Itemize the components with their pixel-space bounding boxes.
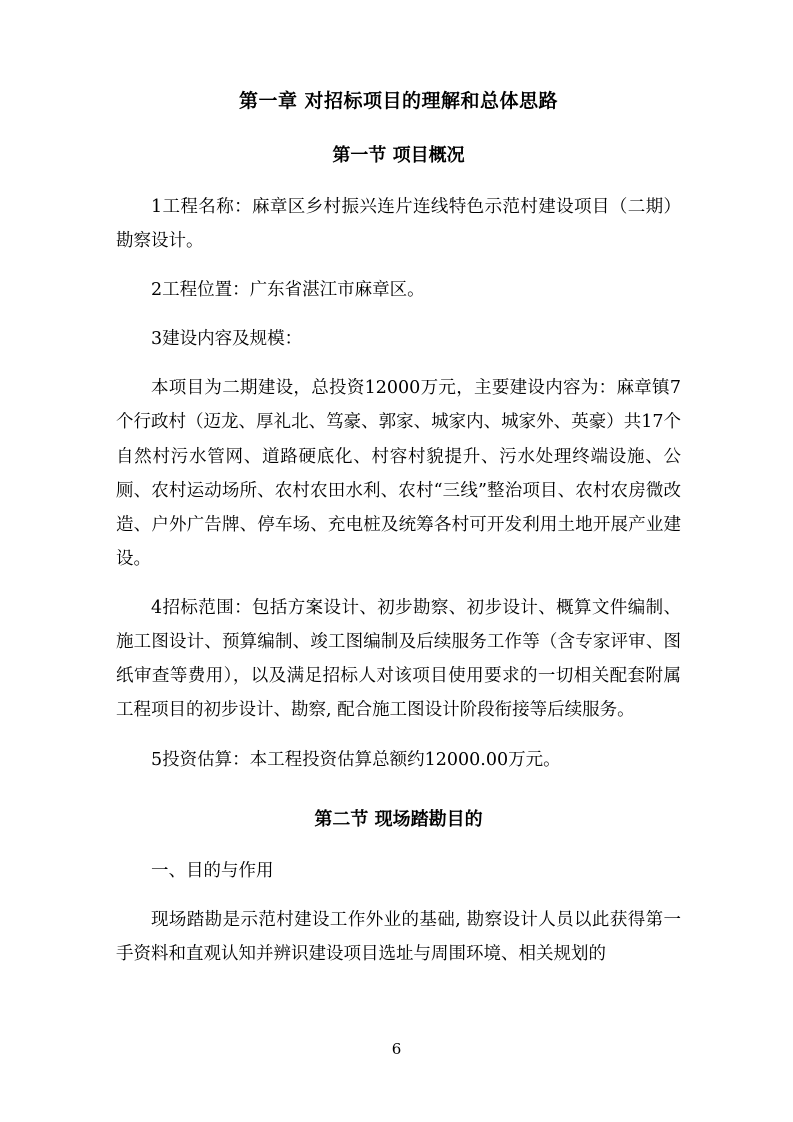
section-one-title: 第一节 项目概况 <box>332 144 465 166</box>
paragraph: 5投资估算：本工程投资估算总额约12000.00万元。 <box>151 749 561 770</box>
section-two-title: 第二节 现场踏勘目的 <box>314 808 483 830</box>
paragraph: 1工程名称：麻章区乡村振兴连片连线特色示范村建设项目（二期）勘察设计。 <box>116 196 681 251</box>
document-body <box>116 88 681 986</box>
paragraph: 2工程位置：广东省湛江市麻章区。 <box>151 280 425 301</box>
paragraph: 3建设内容及规模： <box>151 329 303 350</box>
chapter-title: 第一章 对招标项目的理解和总体思路 <box>238 90 559 112</box>
paragraph: 4招标范围：包括方案设计、初步勘察、初步设计、概算文件编制、施工图设计、预算编制、竣工图编制及后续服务工作等（含专家评审、图纸审查等费用），以及满足招标人对该项目使用要求的一切相关配套附属工程项目的初步设计、勘察, 配合施工图设计阶段衔接等后续服务。 <box>116 598 681 721</box>
paragraph: 一、目的与作用 <box>151 860 274 881</box>
paragraph: 本项目为二期建设，总投资12000万元，主要建设内容为：麻章镇7个行政村（迈龙、厚礼北、笃豪、郭家、城家内、城家外、英豪）共17个自然村污水管网、道路硬底化、村容村貌提升、污水处理终端设施、公厕、农村运动场所、农村农田水利、农村“三线”整治项目、农村农房微改造、户外广告牌、停车场、充电桩及统筹各村可开发利用土地开展产业建设。 <box>116 378 681 569</box>
paragraph: 现场踏勘是示范村建设工作外业的基础, 勘察设计人员以此获得第一手资料和直观认知并辨识建设项目选址与周围环境、相关规划的 <box>116 909 681 965</box>
page-number: 6 <box>391 1040 402 1058</box>
